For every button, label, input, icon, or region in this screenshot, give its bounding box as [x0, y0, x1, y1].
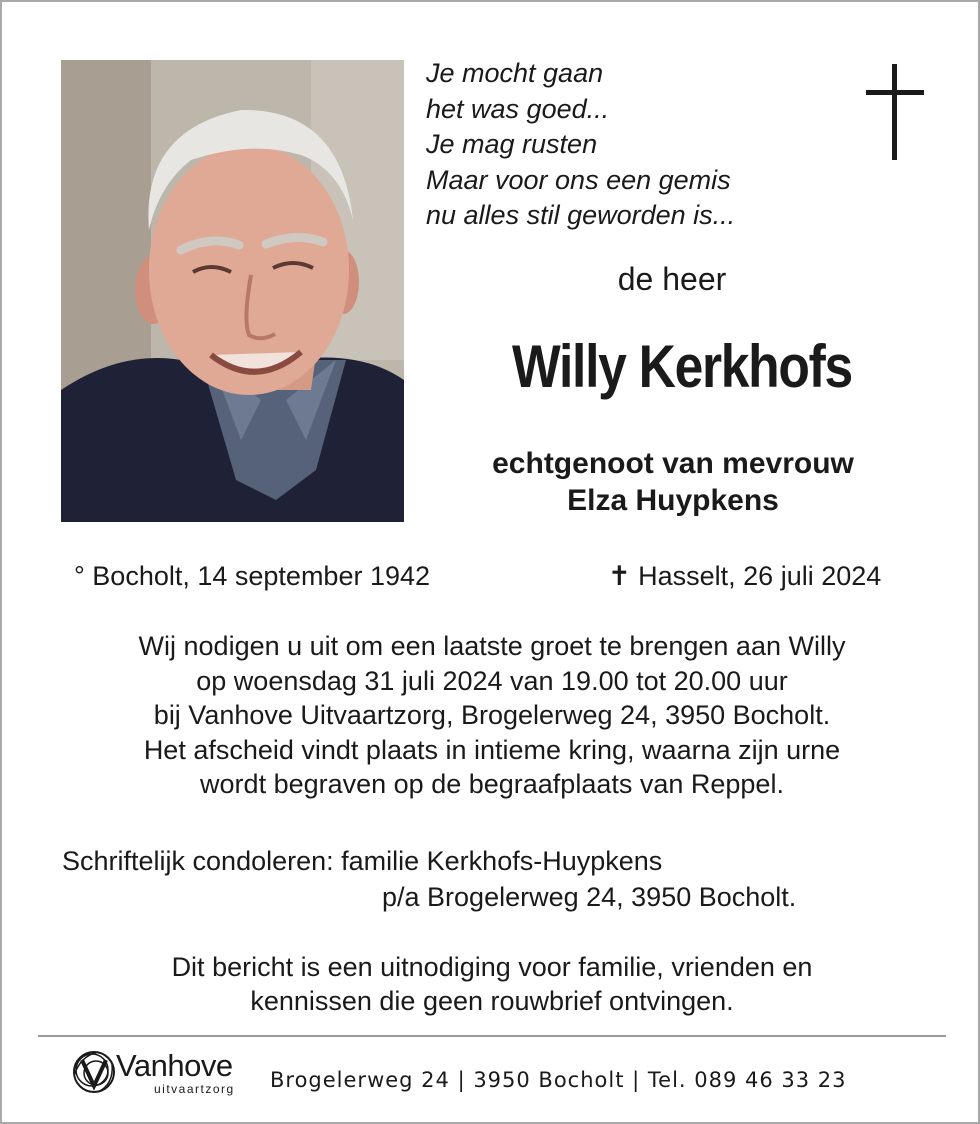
portrait-image [61, 60, 404, 522]
poem [426, 56, 735, 234]
invitation-line: Het afscheid vindt plaats in intieme kring, waarna zijn urne [143, 734, 841, 765]
poem-line: Je mocht gaan [426, 58, 604, 88]
notice-line: kennissen die geen rouwbrief ontvingen. [250, 986, 734, 1016]
spouse-name: Elza Huypkens [567, 484, 779, 517]
condolence-info [62, 843, 796, 915]
spouse-relation: echtgenoot van mevrouw [492, 447, 854, 480]
footer-contact: Brogelerweg 24 | 3950 Bocholt | Tel. 089 46 33 23 [270, 1068, 847, 1092]
spouse-info [412, 445, 934, 519]
poem-line: nu alles stil geworden is... [426, 200, 736, 230]
logo-subtitle: uitvaartzorg [154, 1082, 235, 1096]
poem-line: Maar voor ons een gemis [426, 164, 731, 195]
cross-icon [866, 64, 924, 160]
notice-text [42, 950, 942, 1018]
deceased-name: Willy Kerkhofs [512, 333, 852, 400]
birth-date: ° Bocholt, 14 september 1942 [74, 561, 431, 591]
poem-line: het was goed... [426, 93, 610, 124]
logo-name: Vanhove [116, 1048, 233, 1083]
condolence-line: Schriftelijk condoleren: familie Kerkhofs-Huypkens [62, 846, 663, 876]
divider [38, 1035, 946, 1037]
invitation-line: Wij nodigen u uit om een laatste groet te brengen aan Willy [138, 631, 846, 661]
notice-line: Dit bericht is een uitnodiging voor familie, vrienden en [171, 952, 813, 982]
title-prefix: de heer [617, 261, 727, 297]
invitation-line: op woensdag 31 juli 2024 van 19.00 tot 20.00 uur [196, 665, 788, 696]
vanhove-logo [68, 1046, 258, 1102]
invitation-line: wordt begraven op de begraafplaats van Reppel. [200, 769, 784, 799]
deceased-photo [61, 60, 404, 522]
invitation-line: bij Vanhove Uitvaartzorg, Brogelerweg 24, 3950 Bocholt. [153, 700, 831, 730]
condolence-address: p/a Brogelerweg 24, 3950 Bocholt. [382, 882, 797, 912]
logo-mark-icon [68, 1046, 120, 1096]
invitation-text [42, 629, 942, 802]
poem-line: Je mag rusten [426, 129, 598, 159]
death-date: ✝ Hasselt, 26 juli 2024 [608, 561, 882, 591]
